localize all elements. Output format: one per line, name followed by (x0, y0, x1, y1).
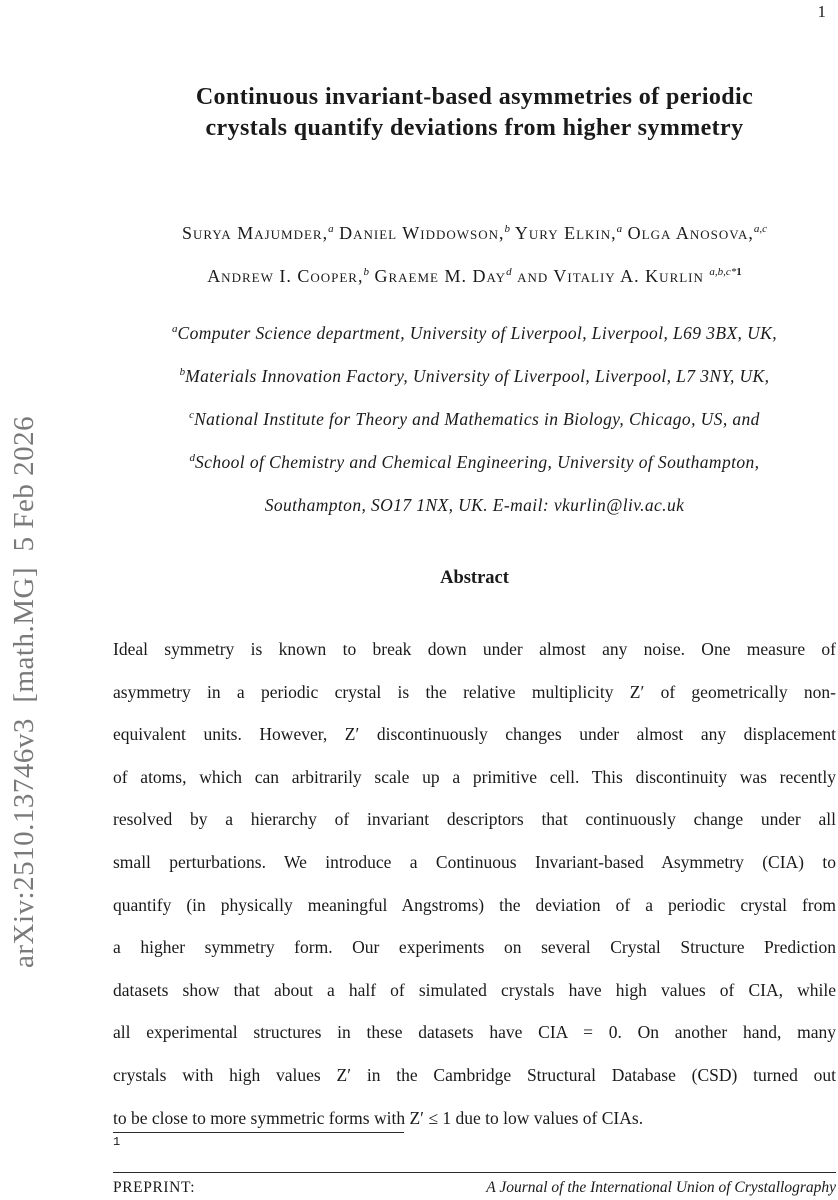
abstract-line: Ideal symmetry is known to break down under almost any noise. One measure of (113, 639, 836, 659)
author-superscript: d (506, 266, 512, 278)
page-number: 1 (817, 2, 826, 21)
abstract-line: resolved by a hierarchy of invariant descriptors that continuously change under all (113, 809, 836, 830)
affiliation-text: Computer Science department, University of Liverpool, Liverpool, L69 3BX, UK, (177, 323, 777, 343)
author-superscript: a,c (753, 223, 767, 235)
abstract-line: of atoms, which can arbitrarily scale up a primitive cell. This discontinuity was recently (113, 766, 836, 787)
author-name: Olga Anosova, (622, 223, 754, 243)
author-line (113, 212, 836, 255)
author-name: and Vitaliy A. Kurlin (511, 266, 710, 286)
abstract-line: all experimental structures in these datasets have CIA = 0. On another hand, many (113, 1022, 836, 1043)
arxiv-watermark: arXiv:2510.13746v3 [math.MG] 5 Feb 2026 (8, 415, 40, 968)
affiliations-block (113, 312, 836, 527)
author-list (113, 212, 836, 298)
author-line (113, 255, 836, 298)
abstract-line: quantify (in physically meaningful Angstroms) the deviation of a periodic crystal from (113, 894, 836, 915)
footnote-rule (113, 1132, 404, 1133)
abstract-line: datasets show that about a half of simulated crystals have high values of CIA, while (113, 979, 836, 1000)
affiliation-text: Materials Innovation Factory, University of Liverpool, Liverpool, L7 3NY, UK, (185, 366, 770, 386)
author-name: Yury Elkin, (510, 223, 617, 243)
affiliation-superscript: b (179, 366, 186, 379)
affiliation-line (113, 312, 836, 355)
affiliation-line (113, 441, 836, 484)
affiliation-superscript: a (172, 323, 178, 336)
author-name: Surya Majumder, (182, 223, 329, 243)
affiliation-text: National Institute for Theory and Mathematics in Biology, Chicago, US, and (194, 409, 760, 429)
abstract-line: small perturbations. We introduce a Continuous Invariant-based Asymmetry (CIA) to (113, 851, 836, 872)
author-superscript: a (616, 223, 623, 235)
author-superscript: b (363, 266, 369, 278)
abstract-line: equivalent units. However, Z′ discontinuously changes under almost any displacement (113, 724, 836, 745)
abstract-heading: Abstract (440, 568, 509, 588)
affiliation-line (113, 484, 836, 527)
abstract-line: a higher symmetry form. Our experiments on several Crystal Structure Prediction (113, 937, 836, 958)
footer (113, 1179, 836, 1197)
author-superscript: a (328, 223, 334, 235)
paper-title (113, 82, 836, 144)
affiliation-superscript: c (189, 409, 195, 422)
affiliation-text: School of Chemistry and Chemical Engineering, University of Southampton, (195, 452, 760, 472)
author-superscript: 1 (736, 266, 742, 278)
footer-journal-name: A Journal of the International Union of Crystallography (486, 1179, 836, 1196)
footer-preprint-label: PREPRINT: (113, 1179, 196, 1196)
abstract-line: to be close to more symmetric forms with Z′ ≤ 1 due to low values of CIAs. (113, 1107, 644, 1128)
paper-title-line2: crystals quantify deviations from higher symmetry (205, 115, 744, 141)
author-name: Graeme M. Day (368, 266, 507, 286)
affiliation-text: Southampton, SO17 1NX, UK. E-mail: vkurlin@liv.ac.uk (264, 495, 685, 515)
author-superscript: b (504, 223, 511, 235)
paper-title-line1: Continuous invariant-based asymmetries of periodic (195, 84, 754, 110)
author-name: Daniel Widdowson, (333, 223, 505, 243)
abstract-body (113, 628, 836, 1139)
affiliation-line (113, 398, 836, 441)
author-name: Andrew I. Cooper, (207, 266, 364, 286)
footnote-marker: 1 (113, 1135, 121, 1149)
abstract-line: crystals with high values Z′ in the Cambridge Structural Database (CSD) turned out (113, 1064, 836, 1085)
affiliation-line (113, 355, 836, 398)
affiliation-superscript: d (189, 452, 196, 465)
abstract-line: asymmetry in a periodic crystal is the relative multiplicity Z′ of geometrically non- (113, 681, 836, 702)
author-superscript: a,b,c* (709, 266, 737, 278)
footer-rule (113, 1172, 836, 1173)
